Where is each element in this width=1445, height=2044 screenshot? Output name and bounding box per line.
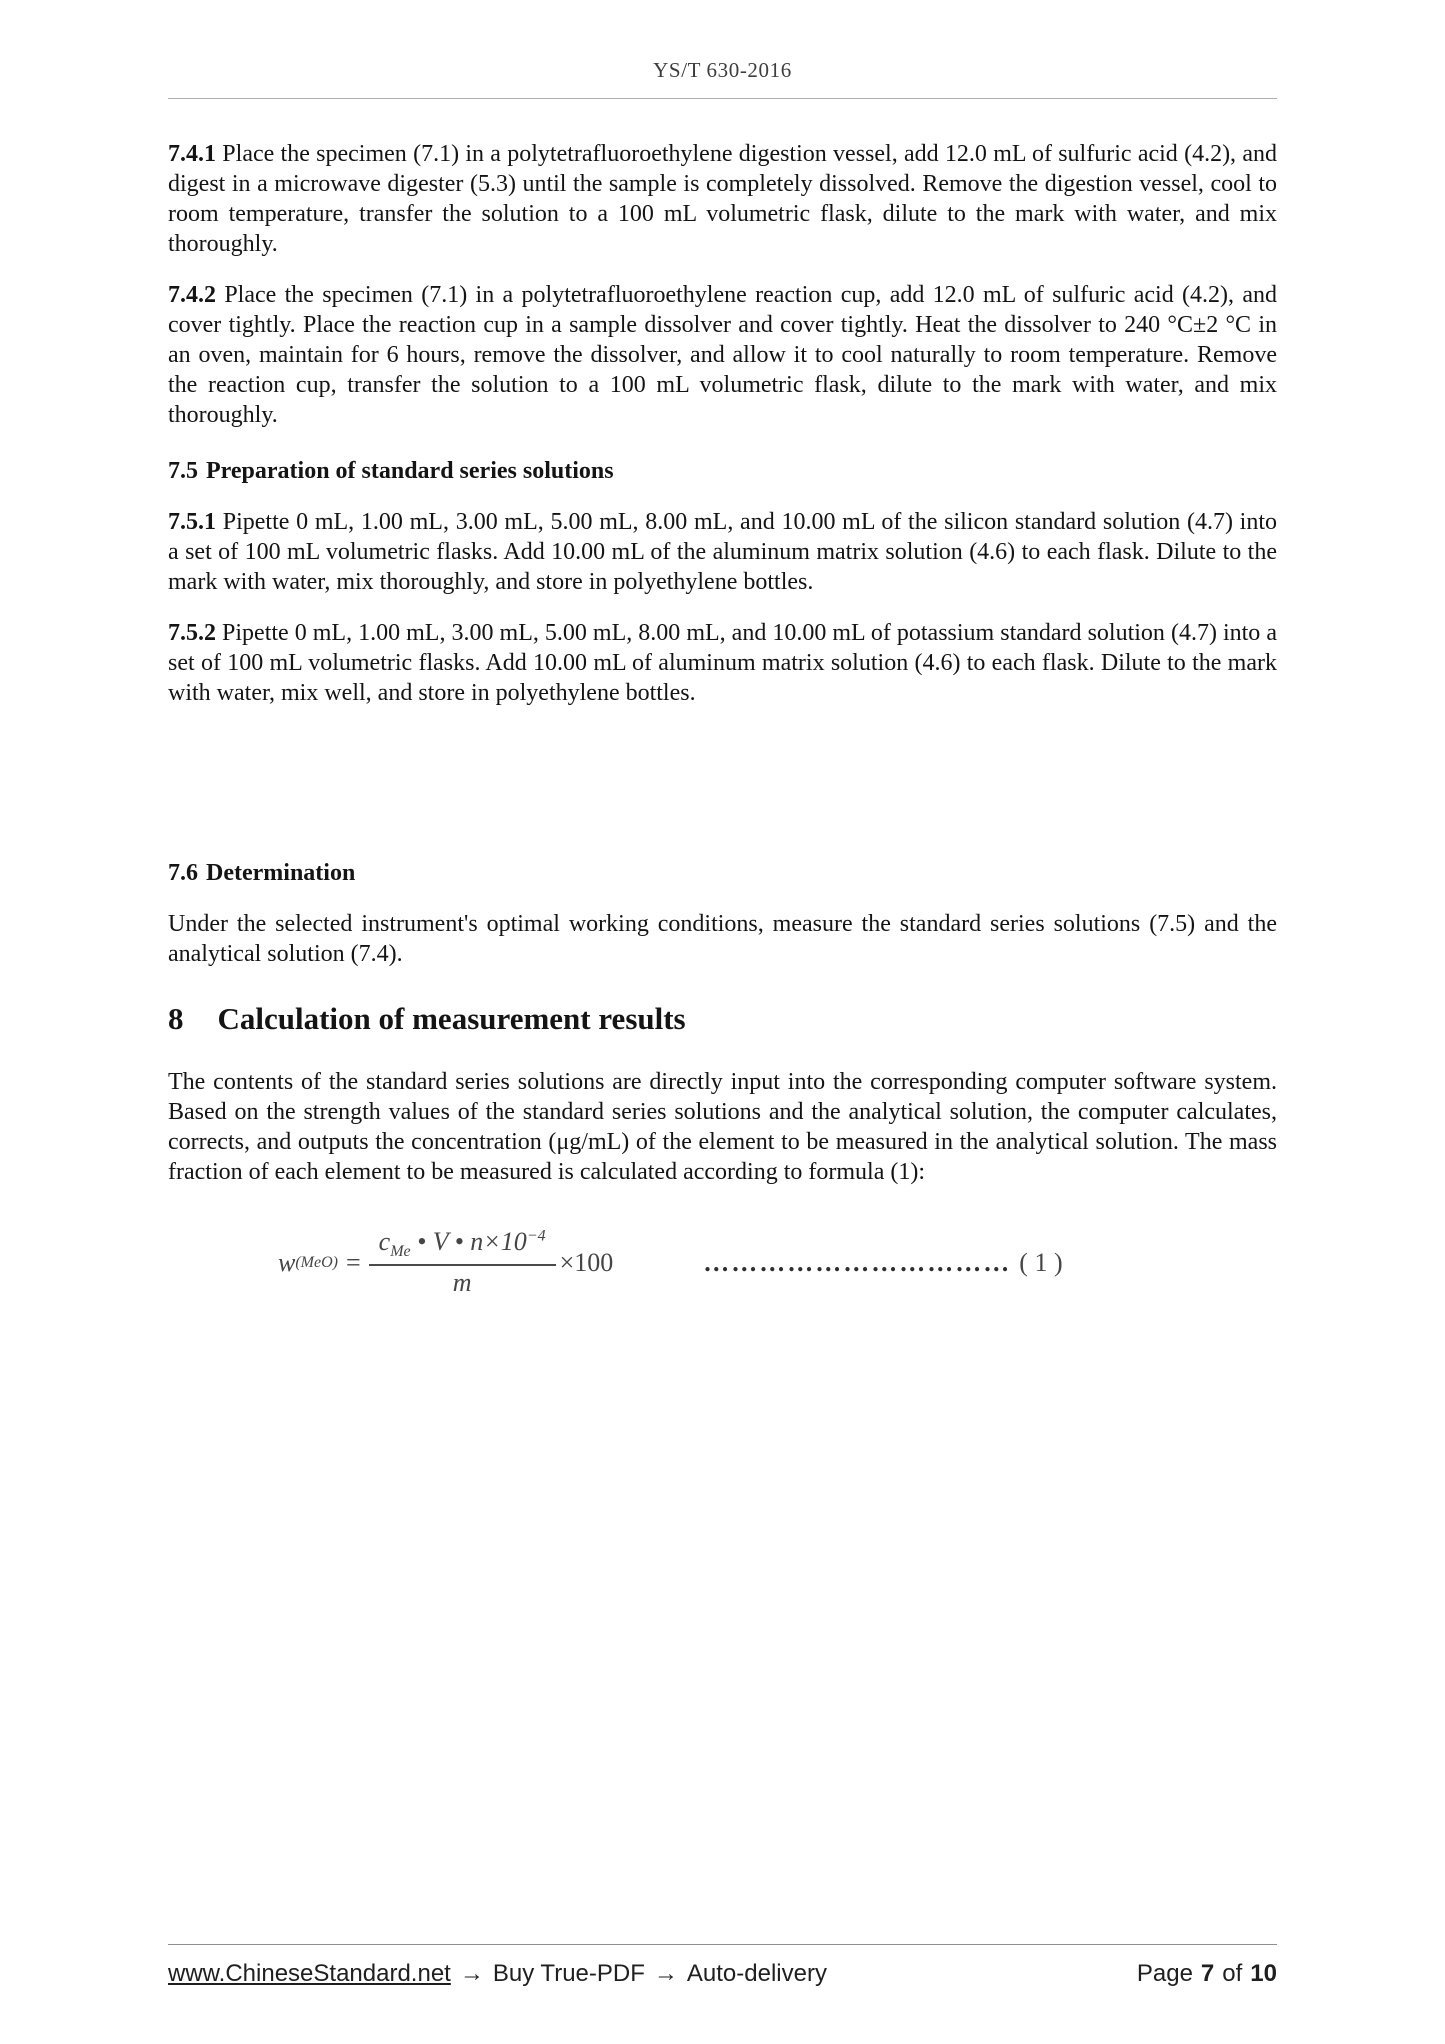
paragraph-7-5-1 — [168, 507, 1277, 597]
paragraph-7-4-2 — [168, 280, 1277, 430]
formula-lhs: w — [278, 1247, 296, 1277]
of-label: of — [1222, 1960, 1243, 1987]
website-link[interactable]: www.ChineseStandard.net — [168, 1960, 451, 1987]
formula-lhs-subscript: (MeO) — [295, 1253, 338, 1271]
heading-number: 7.5 — [168, 458, 198, 484]
total-page-number: 10 — [1250, 1960, 1277, 1987]
formula-multiplier: ×100 — [559, 1247, 614, 1277]
formula-numerator — [369, 1227, 556, 1266]
buy-pdf-label: Buy True-PDF — [492, 1960, 645, 1987]
paragraph-7-5-2 — [168, 618, 1277, 708]
numerator-terms: • V • n×10 — [410, 1227, 527, 1256]
arrow-icon: → — [653, 1960, 678, 1987]
heading-number: 7.6 — [168, 860, 198, 886]
clause-number: 7.4.2 — [168, 282, 216, 308]
heading-title: Determination — [206, 860, 356, 886]
formula-dot-leader: …………………………… — [703, 1247, 1012, 1277]
heading-7-5 — [168, 456, 1277, 486]
clause-text: Place the specimen (7.1) in a polytetrafluoroethylene reaction cup, add 12.0 mL of sulfuric acid (4.2), and cover tightly. Place the reaction cup in a sample dissolver and cover tightly. Heat the dissolver to 240 °C±2 °C in an oven, maintain for 6 hours, remove the dissolver, and allow it to cool naturally to room temperature. Remove the reaction cup, transfer the solution to a 100 mL volumetric flask, dilute to the mark with water, and mix thoroughly. — [168, 282, 1277, 428]
heading-number: 8 — [168, 1001, 184, 1036]
doc-number: YS/T 630-2016 — [653, 58, 792, 82]
clause-number: 7.5.2 — [168, 620, 216, 646]
formula-expression — [278, 1227, 613, 1298]
header-divider — [168, 98, 1277, 99]
page-indicator — [1137, 1960, 1277, 1988]
footer-source — [168, 1960, 827, 1988]
paragraph-7-4-1 — [168, 139, 1277, 259]
paragraph-7-6: Under the selected instrument's optimal working conditions, measure the standard series solutions (7.5) and the analytical solution (7.4). — [168, 911, 1277, 967]
numerator-exponent: −4 — [526, 1227, 546, 1245]
formula-fraction — [369, 1227, 556, 1298]
heading-title: Calculation of measurement results — [217, 1001, 686, 1036]
clause-text: Pipette 0 mL, 1.00 mL, 3.00 mL, 5.00 mL, 8.00 mL, and 10.00 mL of the silicon standard solution (4.7) into a set of 100 mL volumetric flasks. Add 10.00 mL of the aluminum matrix solution (4.6) to each flask. Dilute to the mark with water, mix thoroughly, and store in polyethylene bottles. — [168, 509, 1277, 595]
equals-sign: = — [345, 1247, 361, 1277]
clause-number: 7.5.1 — [168, 509, 216, 535]
current-page-number: 7 — [1200, 1960, 1215, 1987]
paragraph-8: The contents of the standard series solutions are directly input into the corresponding computer software system. Based on the strength values of the standard series solutions and the analytical solution, the computer calculates, corrects, and outputs the concentration (μg/mL) of the element to be measured in the analytical solution. The mass fraction of each element to be measured is calculated according to formula (1): — [168, 1069, 1277, 1185]
clause-text: Place the specimen (7.1) in a polytetrafluoroethylene digestion vessel, add 12.0 mL of sulfuric acid (4.2), and digest in a microwave digester (5.3) until the sample is completely dissolved. Remove the digestion vessel, cool to room temperature, transfer the solution to a 100 mL volumetric flask, dilute to the mark with water, and mix thoroughly. — [168, 141, 1277, 257]
page-footer — [168, 1944, 1277, 1988]
numerator-c: c — [378, 1227, 391, 1256]
clause-text: Pipette 0 mL, 1.00 mL, 3.00 mL, 5.00 mL, 8.00 mL, and 10.00 mL of potassium standard solution (4.7) into a set of 100 mL volumetric flasks. Add 10.00 mL of aluminum matrix solution (4.6) to each flask. Dilute to the mark with water, mix well, and store in polyethylene bottles. — [168, 620, 1277, 706]
clause-number: 7.4.1 — [168, 141, 216, 167]
heading-8 — [168, 999, 1277, 1039]
formula-denominator: m — [452, 1268, 472, 1298]
footer-row — [168, 1945, 1277, 1988]
heading-title: Preparation of standard series solutions — [206, 458, 614, 484]
page-label: Page — [1136, 1960, 1193, 1987]
equation-number: ( 1 ) — [1019, 1247, 1063, 1277]
auto-delivery-label: Auto-delivery — [686, 1960, 827, 1987]
numerator-c-subscript: Me — [390, 1243, 411, 1261]
arrow-icon: → — [459, 1960, 484, 1987]
heading-7-6 — [168, 858, 1277, 888]
page-content — [0, 139, 1445, 1298]
formula-1 — [168, 1227, 1277, 1298]
